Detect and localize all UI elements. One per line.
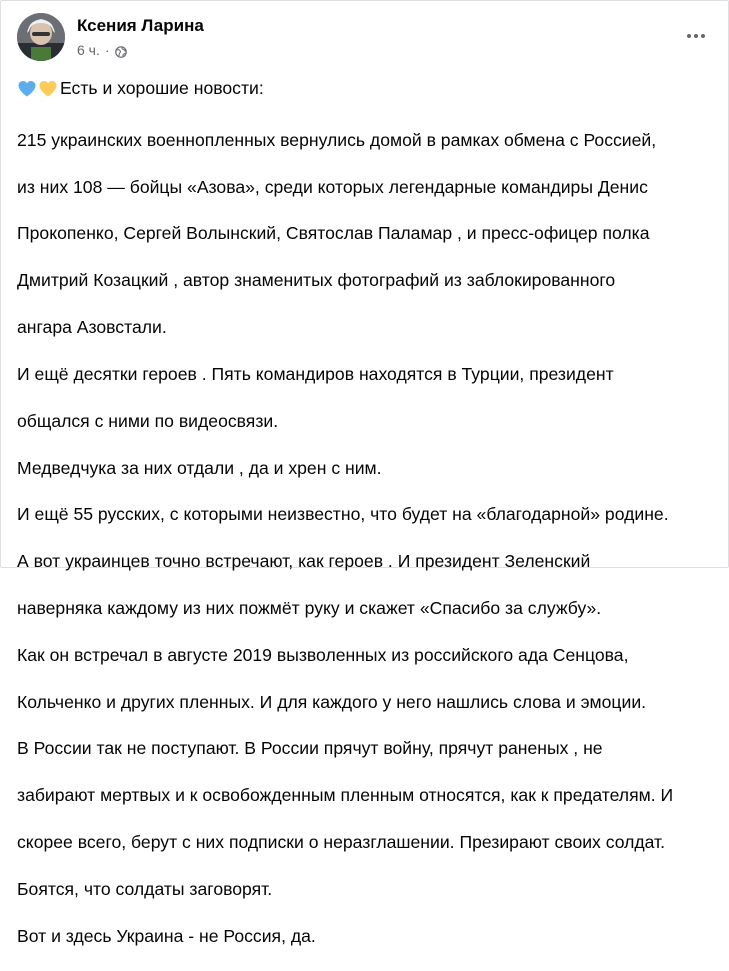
post-timestamp[interactable]: 6 ч. bbox=[77, 42, 100, 58]
text-line: И ещё 55 русских, с которыми неизвестно, что будет на «благодарной» родине. bbox=[17, 504, 669, 525]
more-dot bbox=[694, 34, 698, 38]
more-dot bbox=[701, 34, 705, 38]
text-line: забирают мертвых и к освобожденным пленным относятся, как к предателям. И bbox=[17, 785, 674, 806]
more-dot bbox=[687, 34, 691, 38]
avatar[interactable] bbox=[17, 13, 65, 61]
text-line: В России так не поступают. В России прячут войну, прячут раненых , не bbox=[17, 738, 603, 759]
post-content bbox=[17, 77, 717, 971]
text-line: Вот и здесь Украина - не Россия, да. bbox=[17, 925, 316, 946]
text-line: Дмитрий Козацкий , автор знаменитых фотографий из заблокированного bbox=[17, 270, 616, 291]
text-line: Медведчука за них отдали , да и хрен с ним. bbox=[17, 457, 382, 478]
text-line: Боятся, что солдаты заговорят. bbox=[17, 878, 273, 899]
author-name[interactable]: Ксения Ларина bbox=[77, 16, 204, 35]
text-line: общался с ними по видеосвязи. bbox=[17, 410, 279, 431]
text-line: Как он встречал в августе 2019 вызволенных из российского ада Сенцова, bbox=[17, 644, 629, 665]
more-options-button[interactable] bbox=[678, 23, 714, 49]
text-line: А вот украинцев точно встречают, как героев . И президент Зеленский bbox=[17, 551, 591, 572]
text-line: Прокопенко, Сергей Волынский, Святослав Паламар , и пресс-офицер полка bbox=[17, 223, 650, 244]
post-headline: Есть и хорошие новости: bbox=[60, 78, 264, 98]
post-meta bbox=[77, 41, 204, 59]
text-line: И ещё десятки героев . Пять командиров находятся в Турции, президент bbox=[17, 363, 614, 384]
text-line: скорее всего, берут с них подписки о неразглашении. Презирают своих солдат. bbox=[17, 832, 666, 852]
post-header bbox=[17, 13, 204, 61]
yellow-heart-icon bbox=[38, 79, 58, 99]
text-line: Кольченко и других пленных. И для каждого у него нашлись слова и эмоции. bbox=[17, 691, 647, 712]
text-line: 215 украинских военнопленных вернулись домой в рамках обмена с Россией, bbox=[17, 129, 657, 150]
post-body bbox=[17, 105, 717, 971]
text-line: из них 108 — бойцы «Азова», среди которых легендарные командиры Денис bbox=[17, 176, 648, 197]
text-line: ангара Азовстали. bbox=[17, 317, 167, 338]
globe-icon[interactable] bbox=[115, 44, 127, 56]
text-line: наверняка каждому из них пожмёт руку и скажет «Спасибо за службу». bbox=[17, 597, 602, 618]
post-headline-line bbox=[17, 77, 717, 100]
meta-separator: · bbox=[104, 42, 110, 58]
blue-heart-icon bbox=[17, 79, 37, 99]
